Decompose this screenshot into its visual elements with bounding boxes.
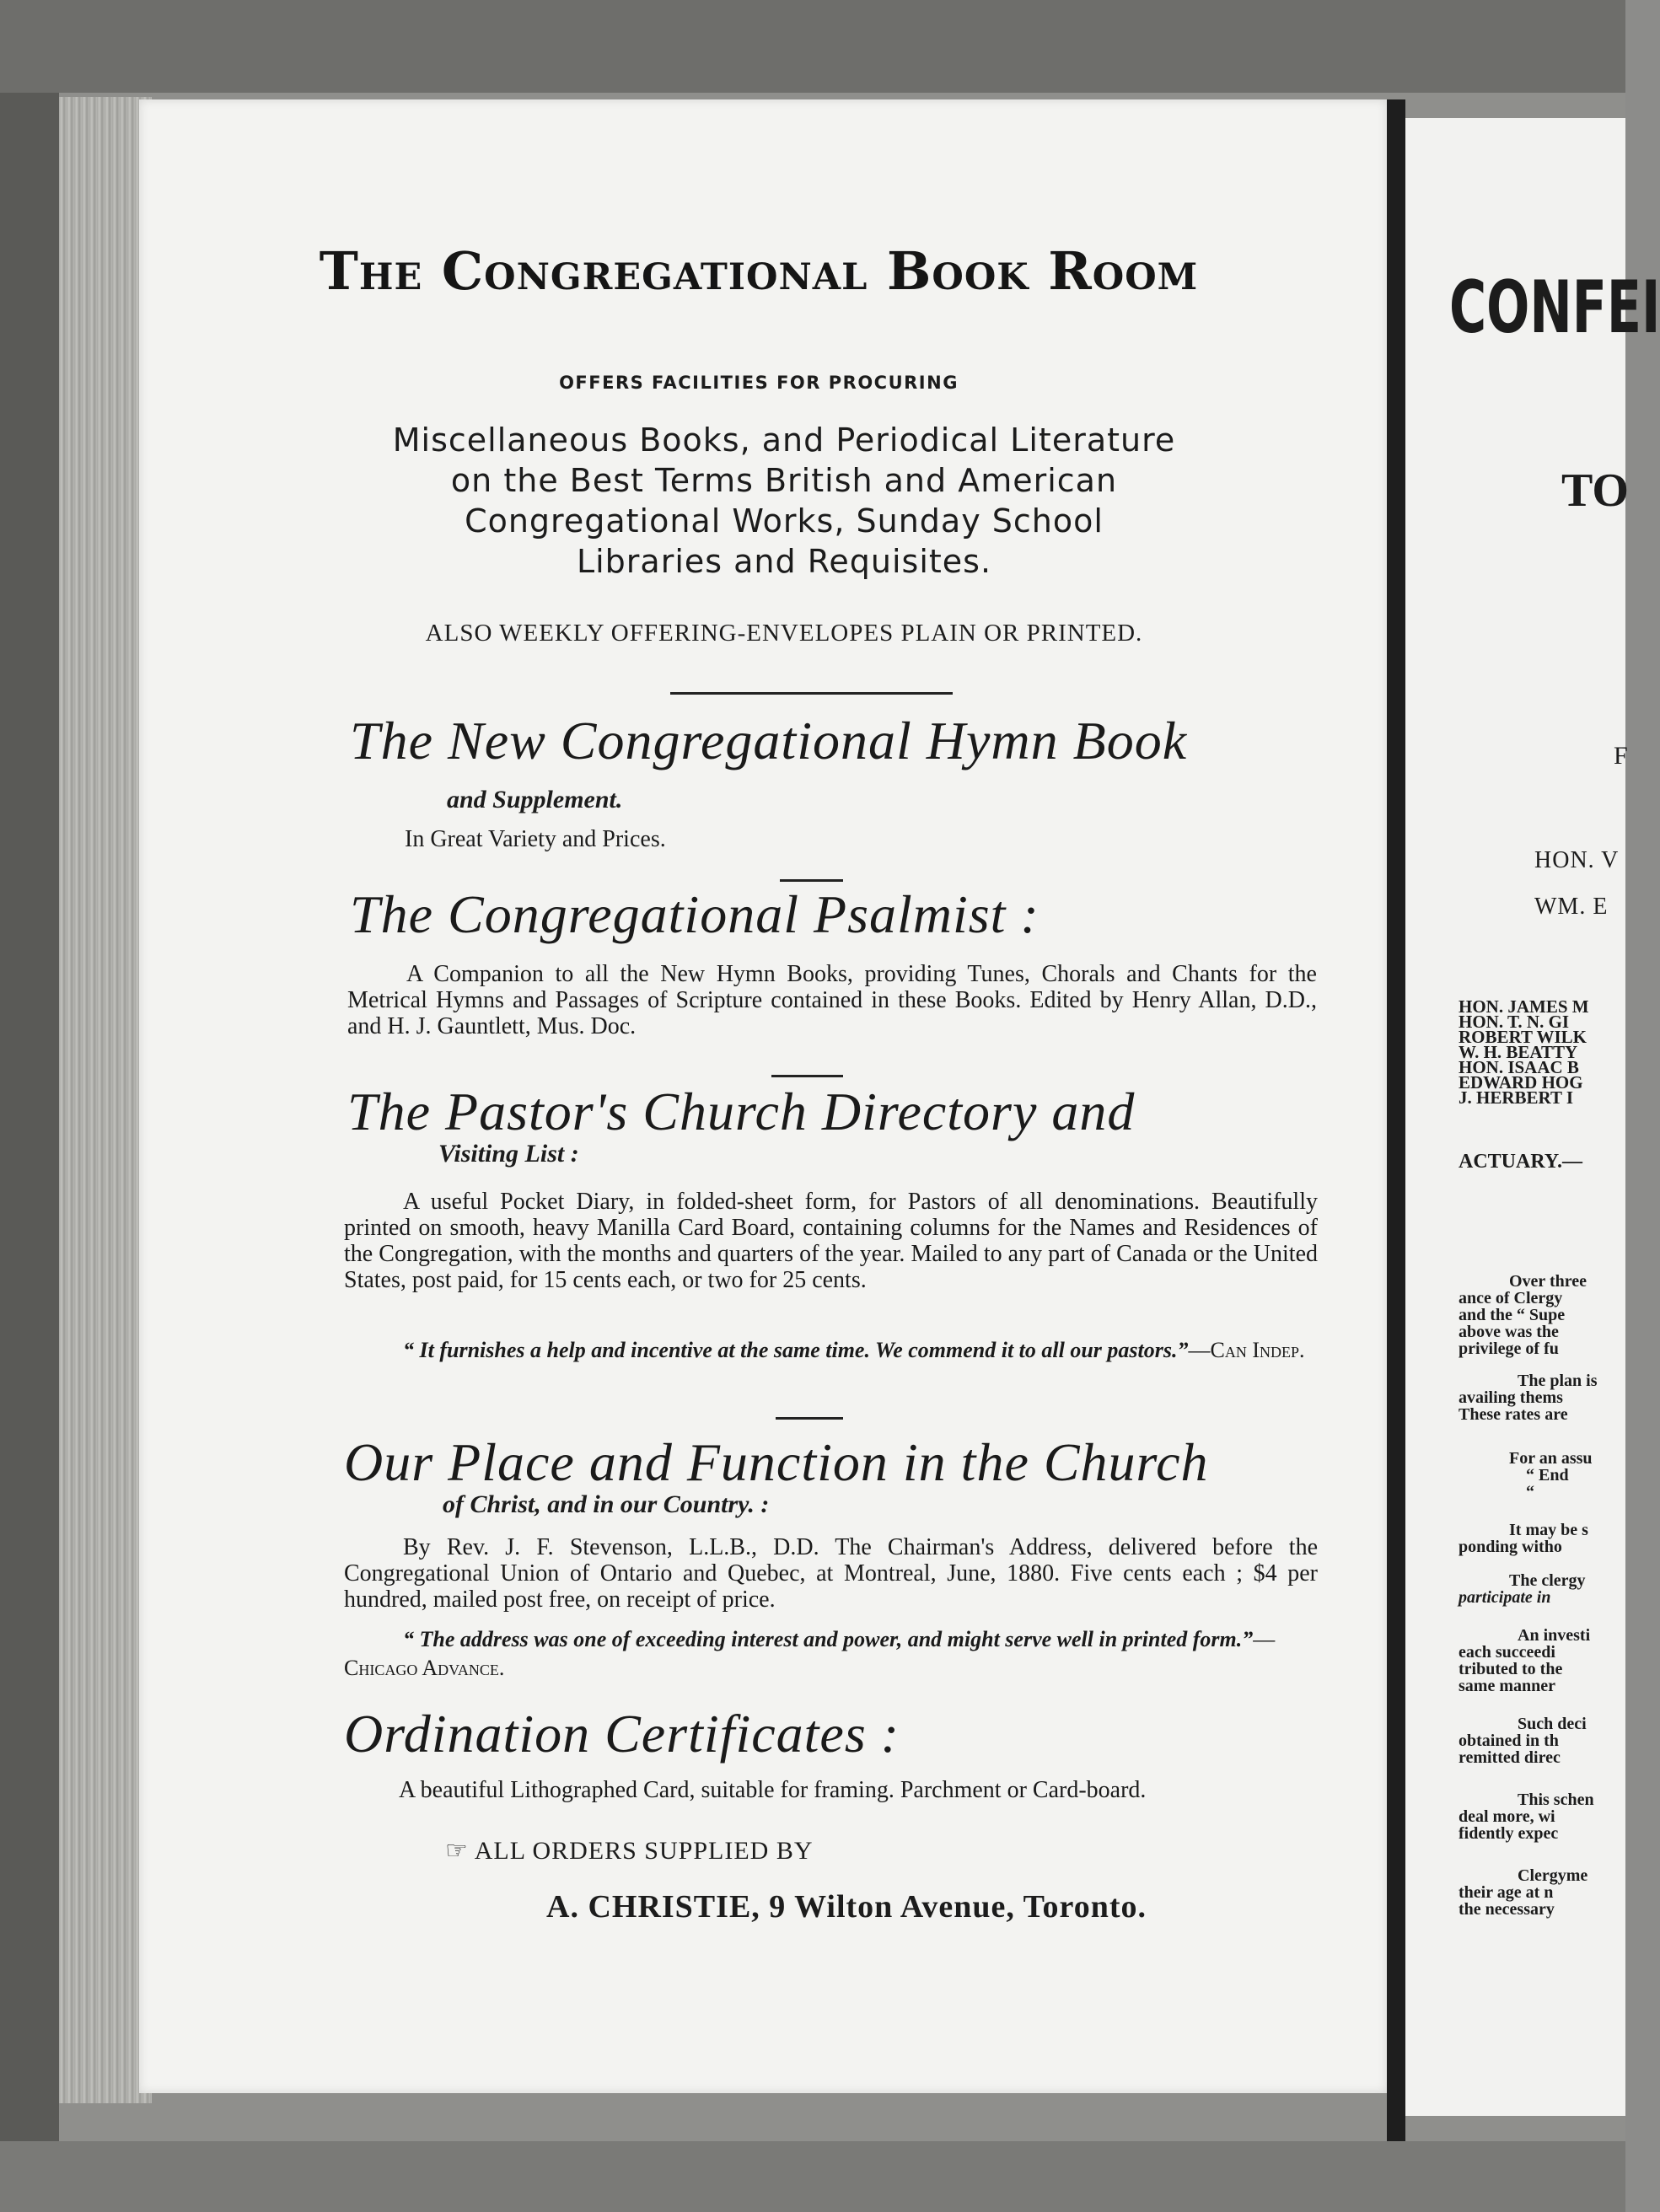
function-subtitle: of Christ, and in our Country. : <box>443 1490 770 1518</box>
right-hon-line: HON. V <box>1534 847 1620 873</box>
right-paragraph <box>1459 1372 1598 1424</box>
actuary-label: ACTUARY.— <box>1459 1151 1582 1173</box>
misc-line: Miscellaneous Books, and Periodical Literature <box>392 421 1176 459</box>
page-title: The Congregational Book Room <box>319 240 1199 302</box>
hymn-book-note: In Great Variety and Prices. <box>405 826 666 852</box>
directory-body: A useful Pocket Diary, in folded-sheet form, for Pastors of all denominations. Beautifully printed on smooth, heavy Manilla Card Board, containing columns for the Names and Residences of the Congregation, with the months and quarters of the year. Mailed to any part of Canada or the United States, post paid, for 15 cents each, or two for 25 cents. <box>344 1189 1318 1293</box>
director-name: HON. T. N. GI <box>1459 1012 1570 1032</box>
right-paragraph <box>1459 1571 1586 1607</box>
right-text-line: availing thems <box>1459 1388 1563 1407</box>
directory-quote-source: —Can Indep. <box>1188 1338 1305 1362</box>
right-paragraph <box>1509 1450 1593 1501</box>
envelopes-line: ALSO WEEKLY OFFERING-ENVELOPES PLAIN OR PRINTED. <box>425 620 1143 647</box>
page-stack-edge <box>59 97 152 2103</box>
right-paragraph <box>1459 1521 1588 1556</box>
right-text-line: For an assu <box>1509 1449 1593 1468</box>
right-page-letter: F <box>1614 742 1628 770</box>
right-text-line: This schen <box>1518 1791 1594 1809</box>
right-text-line: Clergyme <box>1518 1866 1588 1885</box>
orders-line: ☞ ALL ORDERS SUPPLIED BY <box>445 1837 814 1865</box>
directory-quote-text: “ It furnishes a help and incentive at the same time. We commend it to all our pastors.” <box>403 1338 1189 1362</box>
director-name: HON. ISAAC B <box>1459 1057 1579 1077</box>
right-text-line: ponding witho <box>1459 1538 1562 1556</box>
right-paragraph <box>1459 1866 1588 1919</box>
right-text-line: “ <box>1526 1483 1534 1501</box>
offers-line: OFFERS FACILITIES FOR PROCURING <box>559 373 959 393</box>
right-text-line: deal more, wi <box>1459 1807 1555 1826</box>
scanner-bottom-edge <box>0 2141 1625 2212</box>
right-wm-line: WM. E <box>1534 894 1609 920</box>
right-page-subheader: TO <box>1561 464 1629 517</box>
right-text-line: above was the <box>1459 1323 1559 1341</box>
right-text-line: Over three <box>1509 1272 1587 1291</box>
right-text-line: It may be s <box>1509 1521 1588 1539</box>
function-heading: Our Place and Function in the Church <box>344 1432 1209 1492</box>
director-name: HON. JAMES M <box>1459 996 1589 1017</box>
right-paragraph <box>1459 1626 1591 1695</box>
director-name: EDWARD HOG <box>1459 1072 1583 1093</box>
page-gutter <box>1387 99 1405 2156</box>
right-page <box>1405 118 1660 2116</box>
right-text-line: The clergy <box>1509 1571 1586 1590</box>
misc-books-block <box>236 420 1332 582</box>
right-text-line: same manner <box>1459 1677 1555 1695</box>
right-paragraph <box>1459 1272 1587 1358</box>
divider-rule <box>780 879 843 882</box>
right-text-line: An investi <box>1518 1626 1591 1645</box>
directors-list <box>1459 996 1589 1108</box>
right-text-line: These rates are <box>1459 1405 1568 1424</box>
right-text-line: and the “ Supe <box>1459 1306 1566 1324</box>
right-paragraph <box>1459 1791 1594 1843</box>
directory-subtitle: Visiting List : <box>438 1140 579 1168</box>
right-text-line: Such deci <box>1518 1715 1587 1733</box>
function-quote-text: “ The address was one of exceeding interest and power, and might serve well in printed form.” <box>403 1627 1254 1651</box>
divider-rule <box>776 1417 843 1420</box>
right-text-line: “ End <box>1526 1466 1569 1485</box>
misc-line: on the Best Terms British and American <box>450 462 1118 499</box>
directory-heading: The Pastor's Church Directory and <box>347 1082 1136 1141</box>
right-text-line: tributed to the <box>1459 1660 1563 1678</box>
right-text-line: their age at n <box>1459 1883 1554 1902</box>
misc-line: Congregational Works, Sunday School <box>465 502 1104 540</box>
publisher-address: A. CHRISTIE, 9 Wilton Avenue, Toronto. <box>546 1889 1147 1925</box>
psalmist-heading: The Congregational Psalmist : <box>350 884 1040 944</box>
divider-rule <box>670 692 953 695</box>
right-text-line: privilege of fu <box>1459 1340 1559 1358</box>
director-name: W. H. BEATTY <box>1459 1042 1578 1062</box>
right-page-header: CONFEI <box>1449 266 1660 350</box>
psalmist-body: A Companion to all the New Hymn Books, providing Tunes, Chorals and Chants for the Metrical Hymns and Passages of Scripture contained in these Books. Edited by Henry Allan, D.D., and H. J. Gauntlett, Mus. Doc. <box>347 961 1317 1039</box>
divider-rule <box>771 1075 843 1077</box>
book-binding <box>0 93 59 2212</box>
misc-line: Libraries and Requisites. <box>576 543 992 580</box>
director-name: J. HERBERT I <box>1459 1087 1573 1108</box>
right-text-line: ance of Clergy <box>1459 1289 1563 1307</box>
function-quote <box>344 1625 1318 1683</box>
right-text-line: the necessary <box>1459 1900 1555 1919</box>
scanner-top-edge <box>0 0 1625 93</box>
ordination-heading: Ordination Certificates : <box>344 1704 900 1764</box>
hymn-book-subtitle: and Supplement. <box>447 786 623 813</box>
function-body: By Rev. J. F. Stevenson, L.L.B., D.D. The Chairman's Address, delivered before the Congregational Union of Ontario and Quebec, at Montreal, June, 1880. Five cents each ; $4 per hundred, mailed post free, on receipt of price. <box>344 1534 1318 1613</box>
right-text-line: fidently expec <box>1459 1824 1559 1843</box>
function-quote-source: —Chicago Advance. <box>344 1627 1276 1680</box>
right-text-line: participate in <box>1459 1588 1551 1607</box>
directory-quote <box>344 1336 1318 1365</box>
director-name: ROBERT WILK <box>1459 1027 1587 1047</box>
right-text-line: obtained in th <box>1459 1731 1559 1750</box>
right-text-line: each succeedi <box>1459 1643 1555 1662</box>
ordination-body: A beautiful Lithographed Card, suitable for framing. Parchment or Card-board. <box>399 1777 1147 1803</box>
right-text-line: The plan is <box>1518 1372 1598 1390</box>
right-paragraph <box>1459 1715 1587 1767</box>
hymn-book-heading: The New Congregational Hymn Book <box>350 711 1188 770</box>
right-text-line: remitted direc <box>1459 1748 1561 1767</box>
